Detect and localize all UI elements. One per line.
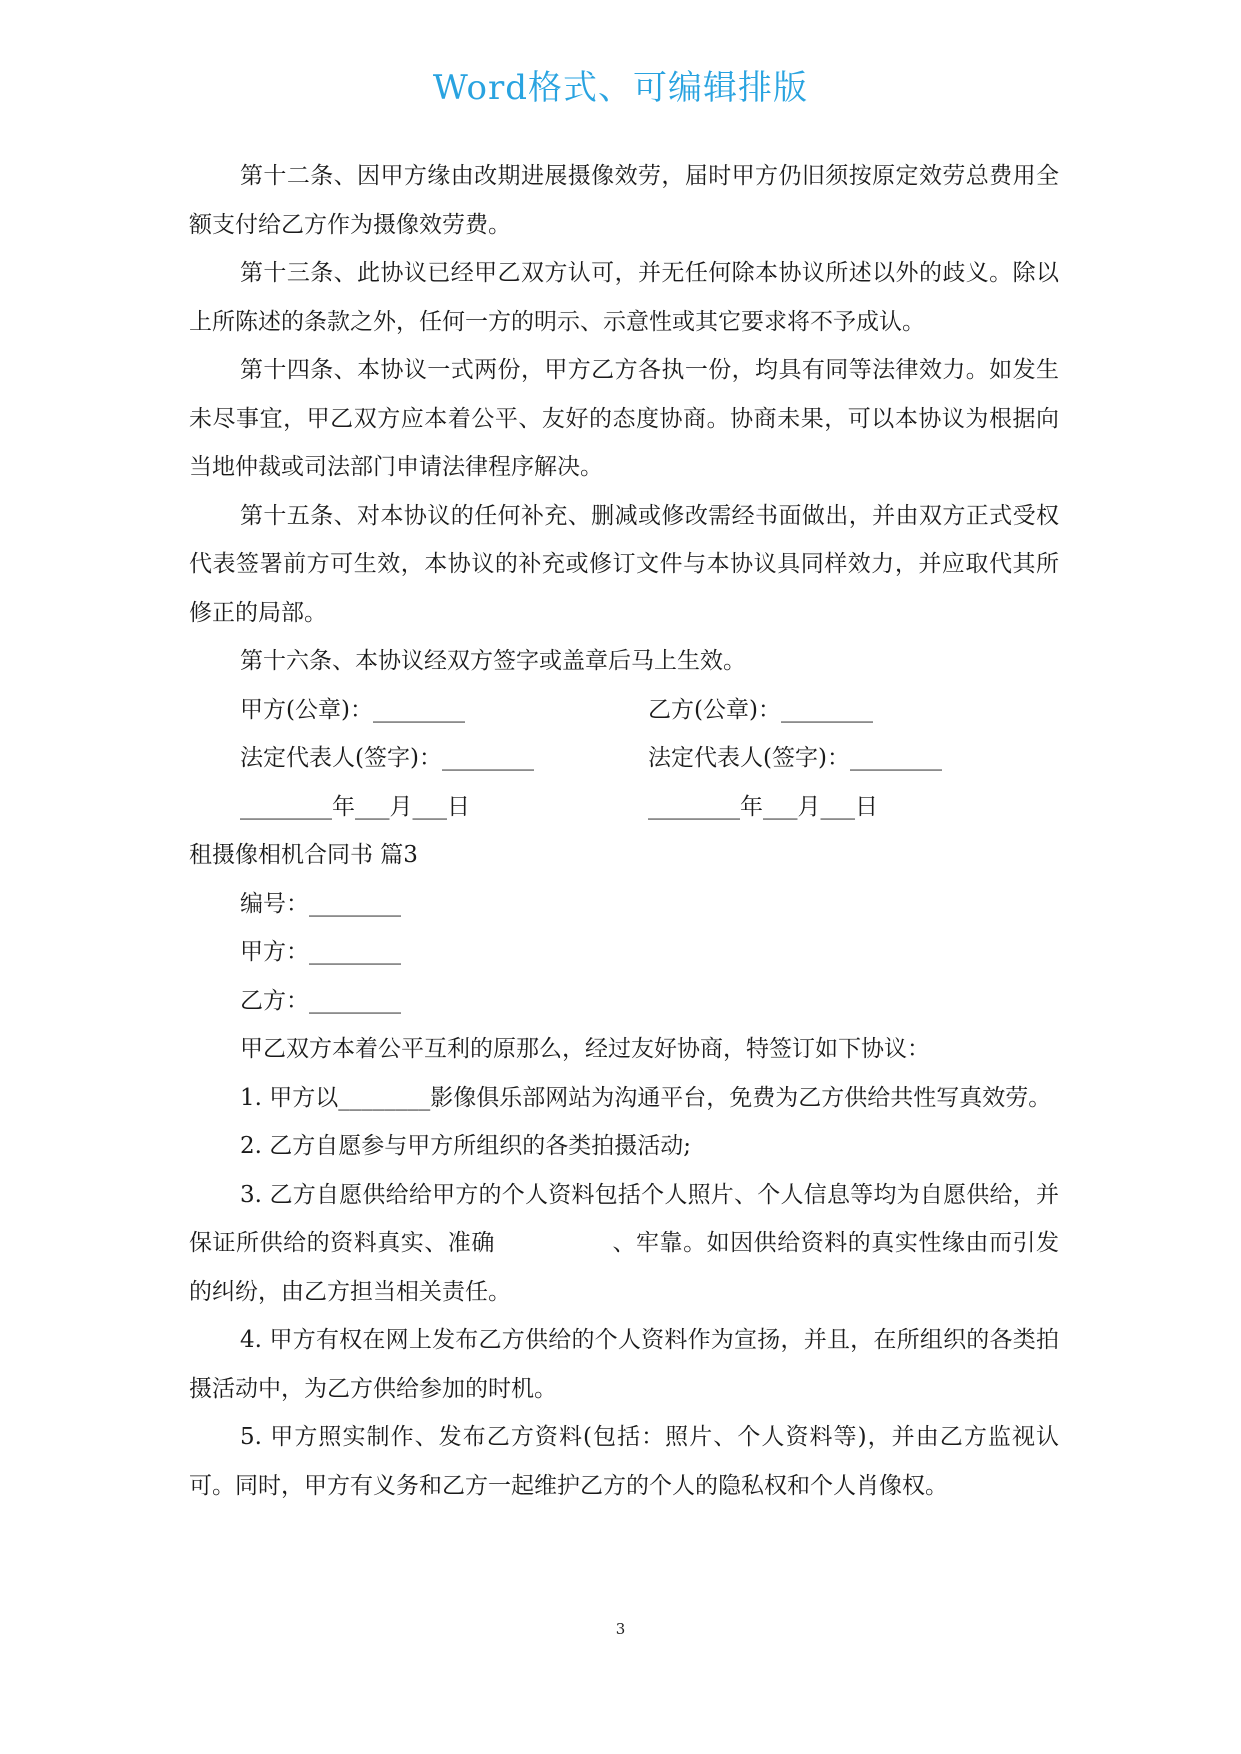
clause-12: 第十二条、因甲方缘由改期进展摄像效劳，届时甲方仍旧须按原定效劳总费用全额支付给乙方作为摄像效劳费。 — [189, 163, 1059, 238]
party-a-line: 甲方：________ — [240, 939, 401, 965]
agreement-item-4: 4. 甲方有权在网上发布乙方供给的个人资料作为宣扬，并且，在所组织的各类拍摄活动中，为乙方供给参加的时机。 — [189, 1327, 1059, 1402]
clause-16: 第十六条、本协议经双方签字或盖章后马上生效。 — [240, 648, 746, 674]
agreement-item-2: 2. 乙方自愿参与甲方所组织的各类拍摄活动; — [240, 1133, 692, 1159]
section-3-heading: 租摄像相机合同书 篇3 — [189, 842, 418, 868]
clause-13: 第十三条、此协议已经甲乙双方认可，并无任何除本协议所述以外的歧义。除以上所陈述的条款之外，任何一方的明示、示意性或其它要求将不予成认。 — [189, 260, 1059, 335]
party-b-line: 乙方：________ — [240, 987, 401, 1014]
signature-row-seal — [189, 686, 1059, 735]
agreement-item-5: 5. 甲方照实制作、发布乙方资料(包括：照片、个人资料等)，并由乙方监视认可。同时，甲方有义务和乙方一起维护乙方的个人的隐私权和个人肖像权。 — [189, 1424, 1059, 1499]
signature-row-date — [189, 783, 1059, 832]
contract-number-line: 编号：________ — [240, 890, 401, 917]
clause-14: 第十四条、本协议一式两份，甲方乙方各执一份，均具有同等法律效力。如发生未尽事宜，甲乙双方应本着公平、友好的态度协商。协商未果，可以本协议为根据向当地仲裁或司法部门申请法律程序解决。 — [189, 357, 1059, 480]
agreement-intro: 甲乙双方本着公平互利的原那么，经过友好协商，特签订如下协议： — [240, 1036, 930, 1062]
party-b-date-line: ________年___月___日 — [648, 793, 878, 820]
page-number: 3 — [615, 1620, 626, 1638]
document-body — [189, 152, 1059, 1510]
party-b-seal-line: 乙方(公章)：________ — [648, 696, 873, 723]
clause-15: 第十五条、对本协议的任何补充、删减或修改需经书面做出，并由双方正式受权代表签署前方可生效，本协议的补充或修订文件与本协议具同样效力，并应取代其所修正的局部。 — [189, 502, 1059, 626]
agreement-item-1: 1. 甲方以________影像俱乐部网站为沟通平台，免费为乙方供给共性写真效劳。 — [240, 1084, 1052, 1111]
agreement-item-3: 3. 乙方自愿供给给甲方的个人资料包括个人照片、个人信息等均为自愿供给，并保证所供给的资料真实、准确 、牢靠。如因供给资料的真实性缘由而引发的纠纷，由乙方担当相关责任。 — [189, 1181, 1059, 1305]
page-header-title: Word格式、可编辑排版 — [432, 68, 809, 108]
party-a-seal-line: 甲方(公章)：________ — [240, 696, 465, 723]
party-b-representative-line: 法定代表人(签字)：________ — [648, 745, 942, 771]
signature-row-representative — [189, 734, 1059, 783]
party-a-date-line: ________年___月___日 — [240, 793, 470, 820]
party-a-representative-line: 法定代表人(签字)：________ — [240, 745, 534, 771]
